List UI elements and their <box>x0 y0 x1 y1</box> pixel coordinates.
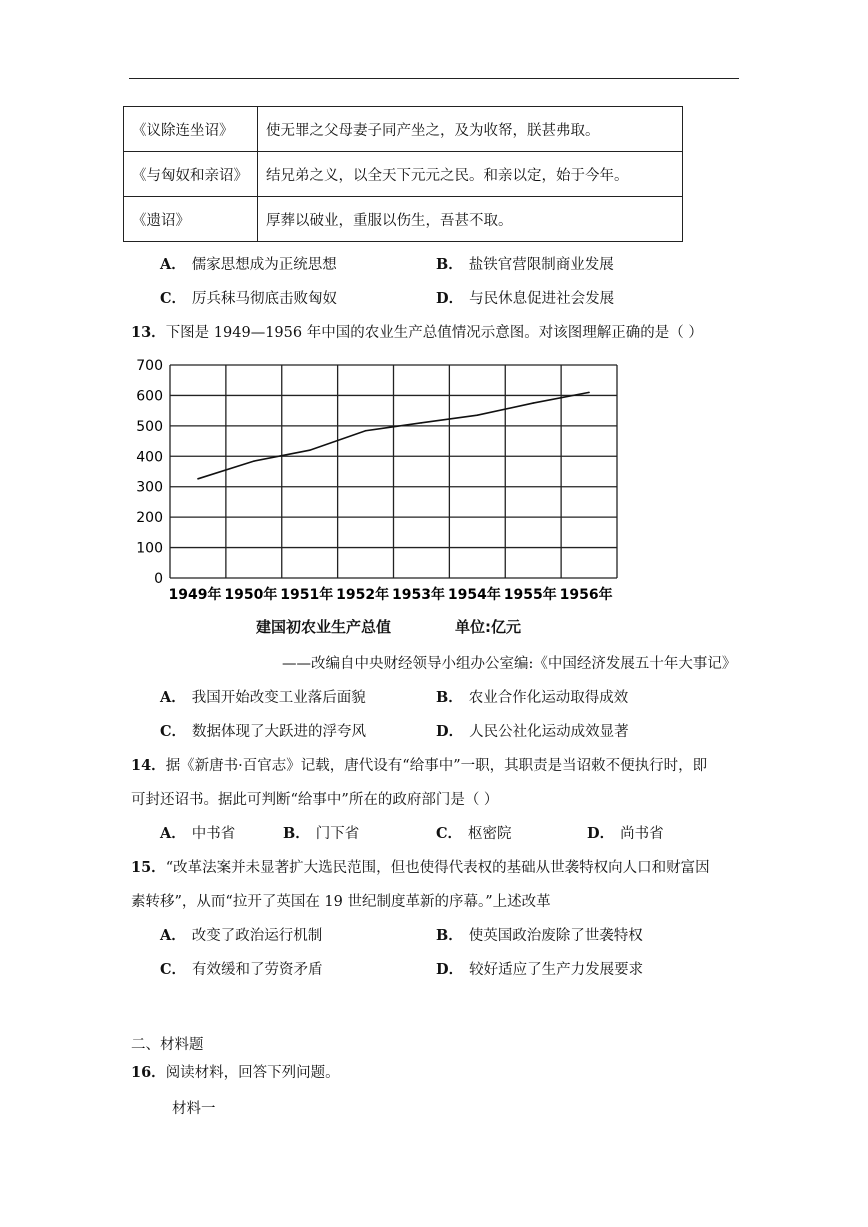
option-letter: D． <box>587 825 615 842</box>
y-tick-label: 300 <box>136 479 163 496</box>
option-text: 使英国政治废除了世袭特权 <box>468 928 643 944</box>
agri-output-chart <box>125 355 645 605</box>
q14-option-c <box>436 822 512 843</box>
q13-option-b <box>436 686 628 707</box>
q13-option-d <box>436 720 629 741</box>
option-letter: C． <box>160 290 187 307</box>
option-letter: C． <box>436 825 463 842</box>
table-row <box>124 107 683 152</box>
y-tick-label: 200 <box>136 510 163 527</box>
question-number: 16． <box>131 1064 166 1081</box>
x-tick-label: 1953年 <box>392 587 445 603</box>
q14-option-a <box>160 822 235 843</box>
question-number: 14． <box>131 757 166 774</box>
option-text: 有效缓和了劳资矛盾 <box>192 962 323 978</box>
option-text: 与民休息促进社会发展 <box>469 291 615 307</box>
q15-stem-line1 <box>131 856 710 877</box>
option-text: 农业合作化运动取得成效 <box>468 690 629 706</box>
option-letter: B． <box>436 927 463 944</box>
y-tick-label: 500 <box>136 418 163 435</box>
option-letter: A． <box>160 689 186 706</box>
option-text: 厉兵秣马彻底击败匈奴 <box>192 291 338 307</box>
chart-grid <box>170 365 617 578</box>
x-tick-label: 1949年 <box>168 587 222 603</box>
section-title: 二、材料题 <box>131 1037 204 1053</box>
data-point <box>365 430 367 432</box>
option-text: 枢密院 <box>468 826 512 842</box>
header-rule <box>129 78 739 79</box>
data-point <box>532 402 534 404</box>
option-letter: A． <box>160 825 186 842</box>
option-text: 较好适应了生产力发展要求 <box>469 962 644 978</box>
x-tick-label: 1956年 <box>559 587 613 603</box>
q14-option-b <box>283 822 359 843</box>
question-text: 阅读材料，回答下列问题。 <box>165 1065 340 1081</box>
option-text: 儒家思想成为正统思想 <box>191 257 337 273</box>
x-tick-labels <box>169 586 613 603</box>
q15-stem-line2: 素转移”，从而“拉开了英国在 19 世纪制度革新的序幕。”上述改革 <box>131 894 551 910</box>
q14-option-d <box>587 822 664 843</box>
q15-option-c <box>160 958 323 979</box>
x-tick-label: 1952年 <box>336 587 390 603</box>
option-letter: D． <box>436 723 464 740</box>
q13-option-a <box>160 686 366 707</box>
option-text: 门下省 <box>315 826 360 842</box>
option-letter: A． <box>160 927 186 944</box>
x-tick-label: 1954年 <box>447 587 501 603</box>
question-text: 下图是 1949—1956 年中国的农业生产总值情况示意图。对该图理解正确的是（ ） <box>165 325 703 341</box>
table-cell-title: 《遗诏》 <box>124 197 258 242</box>
question-text: “改革法案并未显著扩大选民范围，但也使得代表权的基础从世袭特权向人口和财富因 <box>165 860 710 876</box>
q12-option-c <box>160 287 337 308</box>
question-text: 据《新唐书·百官志》记载，唐代设有“给事中”一职，其职责是当诏敕不便执行时，即 <box>165 758 708 774</box>
q13-option-c <box>160 720 366 741</box>
x-tick-label: 1951年 <box>280 587 334 603</box>
y-tick-label: 400 <box>136 449 163 466</box>
table-cell-title: 《议除连坐诏》 <box>124 107 258 152</box>
option-letter: B． <box>436 256 463 273</box>
table-row <box>124 197 683 242</box>
data-point <box>197 478 199 480</box>
table-cell-content: 使无罪之父母妻子同产坐之，及为收帑，朕甚弗取。 <box>258 107 683 152</box>
option-letter: B． <box>436 689 463 706</box>
data-point <box>309 449 311 451</box>
option-text: 数据体现了大跃进的浮夸风 <box>192 724 367 740</box>
option-letter: A． <box>160 256 186 273</box>
y-tick-label: 700 <box>136 358 163 374</box>
chart-caption-title: 建国初农业生产总值 <box>256 618 392 636</box>
y-tick-labels <box>136 358 163 587</box>
q15-option-d <box>436 958 643 979</box>
q12-option-b <box>436 253 614 274</box>
table-row <box>124 152 683 197</box>
option-letter: C． <box>160 961 187 978</box>
table-cell-content: 结兄弟之义，以全天下元元之民。和亲以定，始于今年。 <box>258 152 683 197</box>
y-tick-label: 100 <box>136 540 163 557</box>
q14-stem-line2: 可封还诏书。据此可判断“给事中”所在的政府部门是（ ） <box>131 792 499 808</box>
option-text: 改变了政治运行机制 <box>191 928 323 944</box>
data-point <box>253 460 255 462</box>
chart-source: ——改编自中央财经领导小组办公室编:《中国经济发展五十年大事记》 <box>282 656 737 672</box>
q14-stem-line1 <box>131 754 707 775</box>
option-letter: D． <box>436 961 464 978</box>
y-tick-label: 0 <box>154 571 163 587</box>
option-letter: C． <box>160 723 187 740</box>
data-point <box>477 414 479 416</box>
q15-option-a <box>160 924 322 945</box>
q13-stem <box>131 321 703 342</box>
data-point <box>421 422 423 424</box>
x-tick-label: 1955年 <box>503 587 557 603</box>
edicts-table <box>123 106 683 242</box>
q12-option-a <box>160 253 337 274</box>
table-cell-title: 《与匈奴和亲诏》 <box>124 152 258 197</box>
option-letter: D． <box>436 290 464 307</box>
material-label: 材料一 <box>172 1101 216 1117</box>
option-text: 尚书省 <box>620 826 664 842</box>
table-cell-content: 厚葬以破业，重服以伤生，吾甚不取。 <box>258 197 683 242</box>
option-text: 我国开始改变工业落后面貌 <box>191 690 366 706</box>
y-tick-label: 600 <box>136 388 163 405</box>
option-text: 人民公社化运动成效显著 <box>469 724 629 740</box>
option-text: 中书省 <box>191 826 236 842</box>
x-tick-label: 1950年 <box>224 587 278 603</box>
q12-option-d <box>436 287 614 308</box>
option-text: 盐铁官营限制商业发展 <box>468 257 614 273</box>
data-point <box>588 392 590 394</box>
q15-option-b <box>436 924 643 945</box>
q16-stem <box>131 1061 340 1082</box>
question-number: 13． <box>131 324 166 341</box>
option-letter: B． <box>283 825 310 842</box>
chart-caption-unit: 单位:亿元 <box>455 618 521 636</box>
question-number: 15． <box>131 859 166 876</box>
